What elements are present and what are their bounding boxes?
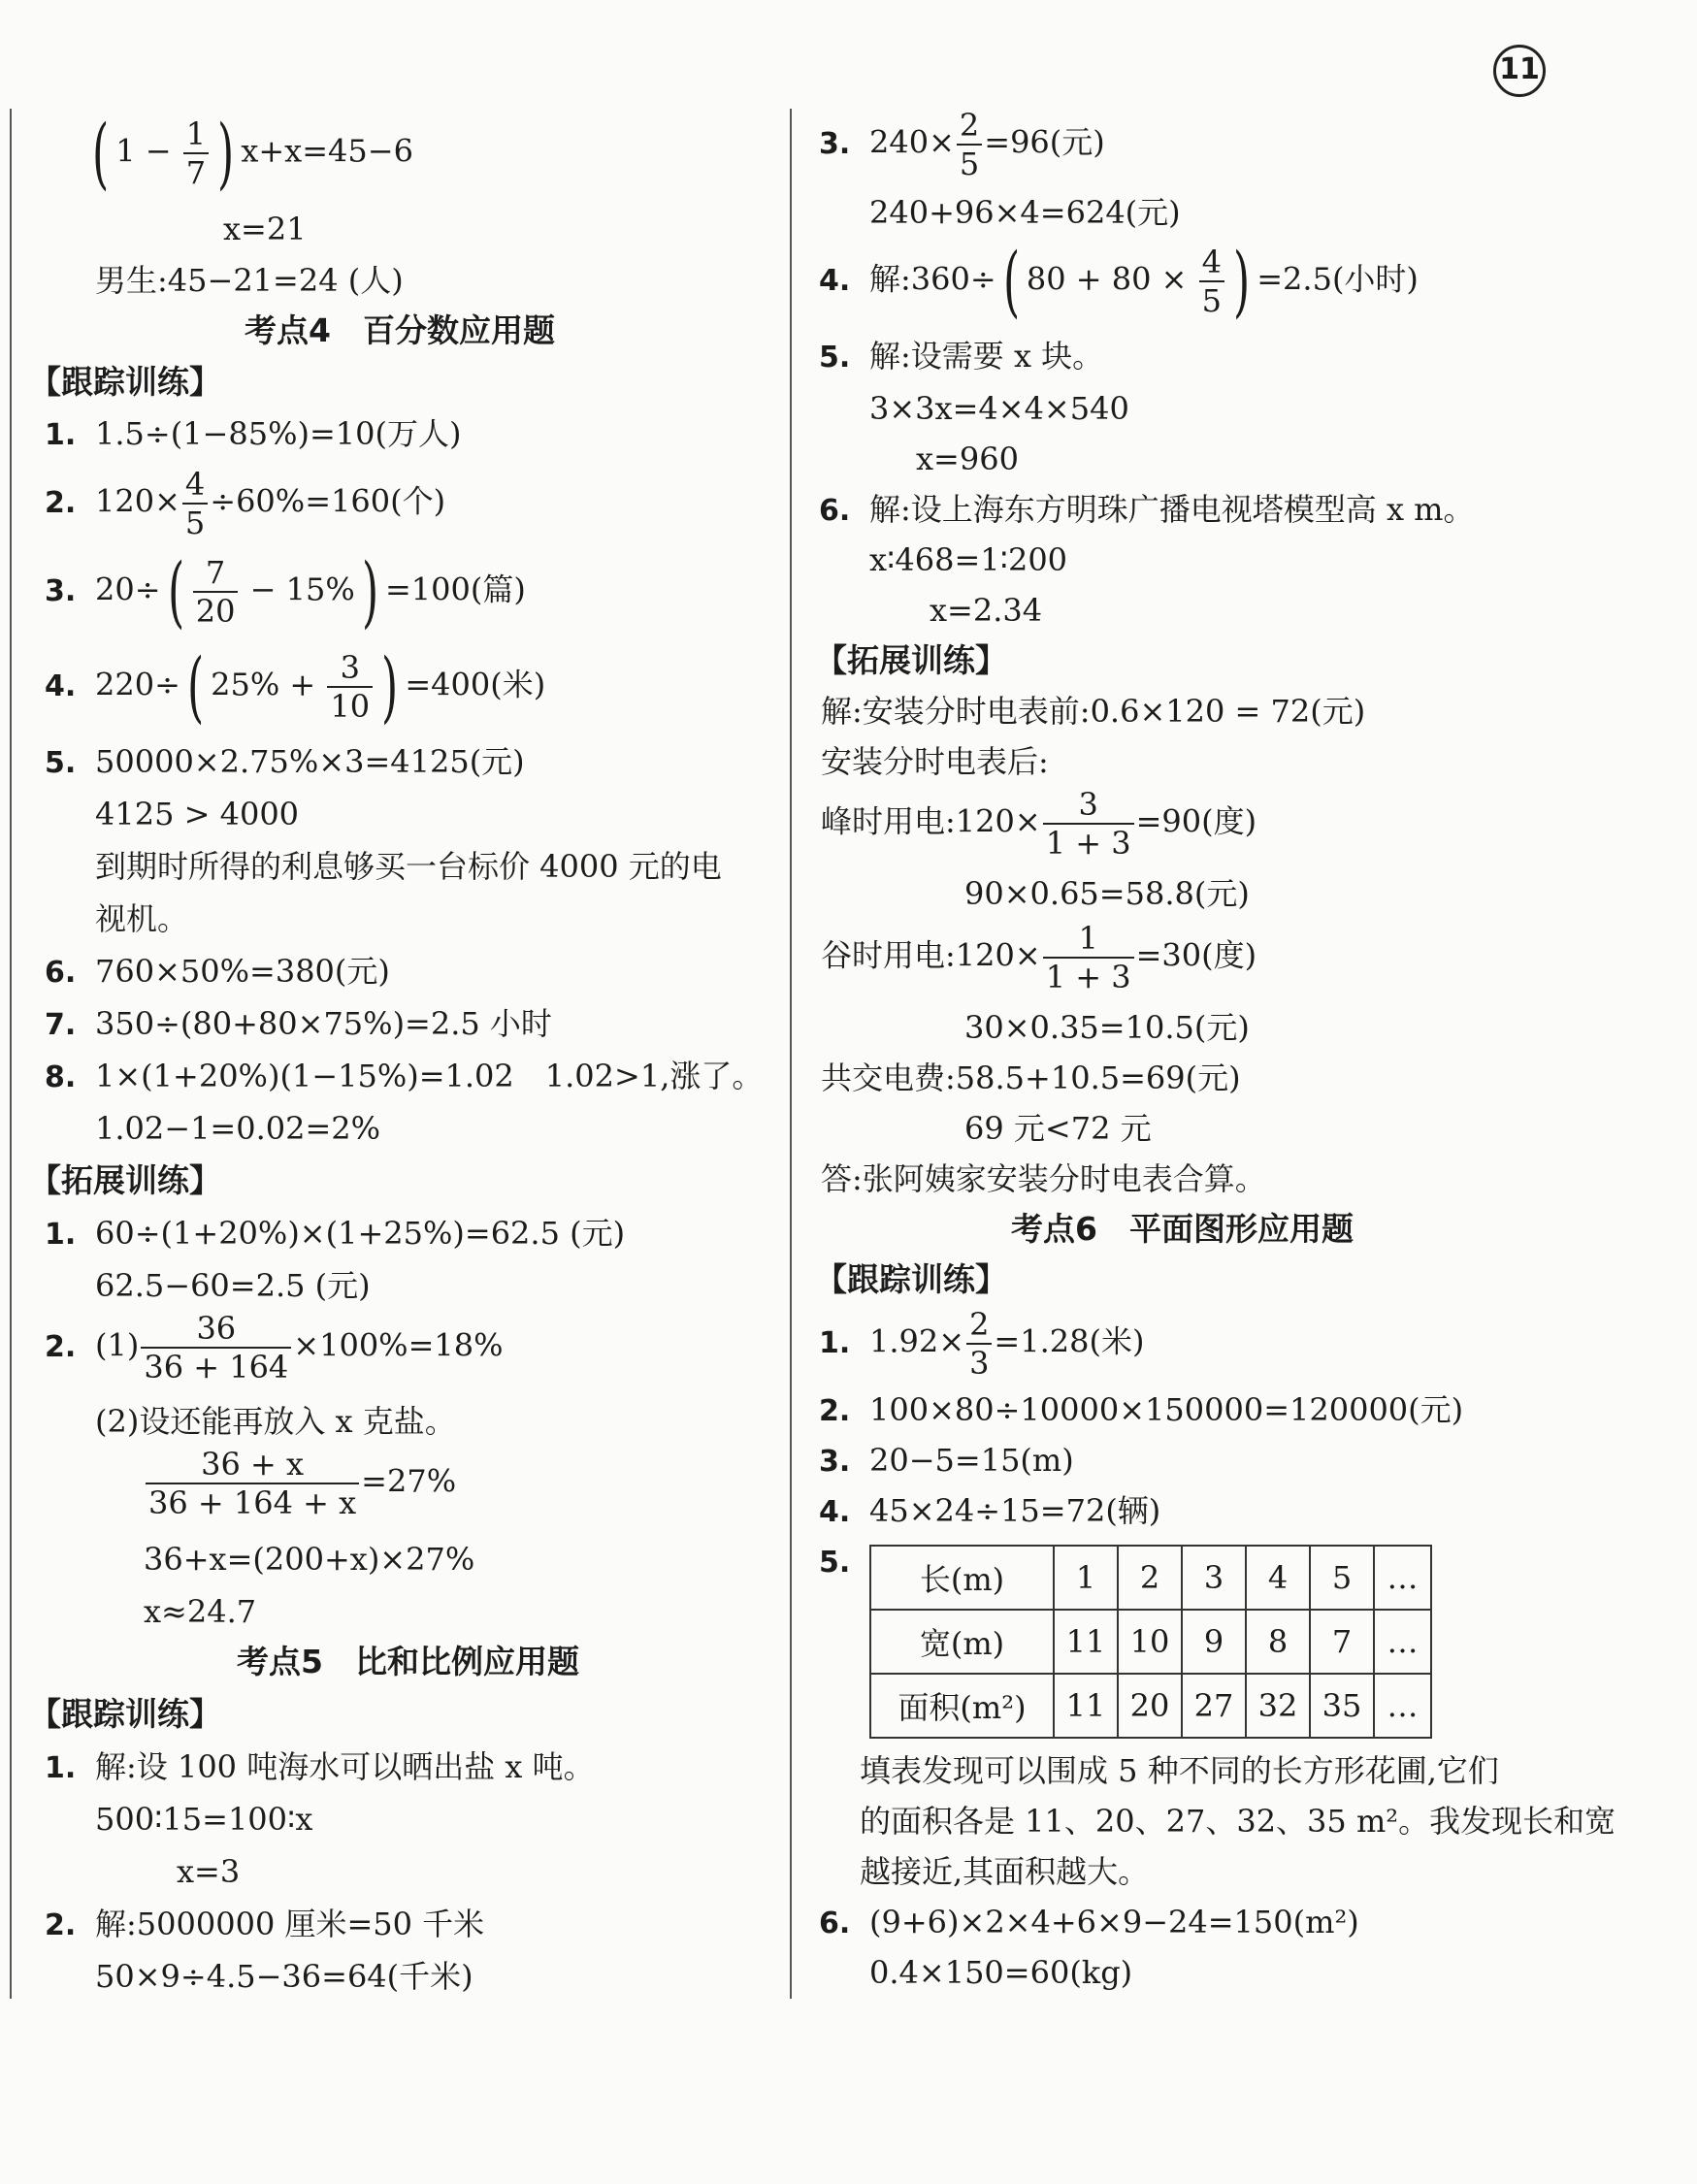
text-line: 男生:45−21=24 (人) — [95, 262, 404, 299]
table-cell: 宽(m) — [870, 1610, 1054, 1674]
answer-item: 2. 120× $\frac{4}{5}$ ÷60%=160(个) — [45, 466, 446, 541]
table-cell: 4 — [1246, 1546, 1310, 1610]
equation-line: 69 元<72 元 — [964, 1110, 1152, 1147]
text-line: (2)设还能再放入 x 克盐。 — [95, 1403, 456, 1440]
answer-item: 1. 60÷(1+20%)×(1+25%)=62.5 (元) — [45, 1215, 626, 1252]
text-line: 解:安装分时电表前:0.6×120 = 72(元) — [821, 693, 1366, 730]
answer-item: 5. 解:设需要 x 块。 — [819, 338, 1104, 375]
left-margin-line — [10, 109, 12, 1999]
training-heading: 【跟踪训练】 — [29, 1695, 221, 1733]
equation-line: 50×9÷4.5−36=64(千米) — [95, 1958, 473, 1995]
answer-item: 4. 解:360÷( 80 + 80 × $\frac{4}{5}$ ) =2.5(小时) — [819, 236, 1419, 326]
equation-line: x=21 — [223, 211, 307, 247]
equation-line: 36+x=(200+x)×27% — [144, 1541, 475, 1578]
equation-line: x=2.34 — [930, 592, 1043, 629]
table-cell: 11 — [1054, 1610, 1118, 1674]
table-cell: 10 — [1118, 1610, 1182, 1674]
answer-item: 3. 20−5=15(m) — [819, 1442, 1074, 1479]
training-heading: 【跟踪训练】 — [29, 363, 221, 401]
table-cell: … — [1374, 1546, 1431, 1610]
section-title: 考点5 比和比例应用题 — [237, 1643, 579, 1680]
table-cell: 9 — [1182, 1610, 1246, 1674]
answer-item: 3. 20÷( $\frac{7}{20}$ − 15%) =100(篇) — [45, 546, 526, 636]
answer-item: 4. 45×24÷15=72(辆) — [819, 1492, 1161, 1529]
equation-line: ( 1 − $\frac{1}{7}$ ) x+x=45−6 — [92, 108, 413, 198]
answer-item: 1. 解:设 100 吨海水可以晒出盐 x 吨。 — [45, 1748, 595, 1785]
table-cell: 32 — [1246, 1674, 1310, 1738]
equation-line: 谷时用电:120× $\frac{1}{1 + 3}$ =30(度) — [821, 920, 1257, 995]
rectangle-table — [869, 1545, 1432, 1739]
section-title: 考点4 百分数应用题 — [245, 311, 555, 349]
table-row — [870, 1546, 1431, 1610]
section-title: 考点6 平面图形应用题 — [1011, 1210, 1354, 1248]
table-cell: 2 — [1118, 1546, 1182, 1610]
page-number: 11 — [1493, 45, 1546, 97]
table-row — [870, 1674, 1431, 1738]
equation-line: x=3 — [177, 1853, 241, 1890]
text-line: 到期时所得的利息够买一台标价 4000 元的电 — [95, 848, 722, 885]
equation-line: 500∶15=100∶x — [95, 1801, 313, 1838]
equation-line: x≈24.7 — [144, 1593, 257, 1630]
table-cell: 7 — [1310, 1610, 1374, 1674]
table-cell: 5 — [1310, 1546, 1374, 1610]
answer-item: 3. 240× $\frac{2}{5}$ =96(元) — [819, 107, 1105, 182]
answer-item: 5. — [819, 1546, 851, 1580]
equation-line: x=960 — [916, 440, 1019, 477]
table-cell: … — [1374, 1674, 1431, 1738]
table-row — [870, 1610, 1431, 1674]
answer-item: 6. 解:设上海东方明珠广播电视塔模型高 x m。 — [819, 491, 1475, 528]
answer-item: 7. 350÷(80+80×75%)=2.5 小时 — [45, 1005, 552, 1042]
answer-item: 6. 760×50%=380(元) — [45, 953, 390, 990]
fraction: $\frac{1}{7}$ — [183, 115, 209, 191]
answer-item: 2. (1) $\frac{36}{36 + 164}$ ×100%=18% — [45, 1310, 504, 1385]
text-line: 共交电费:58.5+10.5=69(元) — [821, 1059, 1241, 1096]
extension-heading: 【拓展训练】 — [29, 1161, 221, 1199]
answer-item: 1. 1.92× $\frac{2}{3}$ =1.28(米) — [819, 1306, 1145, 1382]
table-cell: 11 — [1054, 1674, 1118, 1738]
answer-item: 1. 1.5÷(1−85%)=10(万人) — [45, 415, 462, 452]
answer-item: 2. 解:5000000 厘米=50 千米 — [45, 1906, 485, 1942]
answer-item: 6. (9+6)×2×4+6×9−24=150(m²) — [819, 1904, 1359, 1940]
equation-line: x∶468=1∶200 — [869, 541, 1068, 578]
table-cell: 1 — [1054, 1546, 1118, 1610]
table-cell: 27 — [1182, 1674, 1246, 1738]
table-cell: 35 — [1310, 1674, 1374, 1738]
table-cell: 长(m) — [870, 1546, 1054, 1610]
answer-item: 2. 100×80÷10000×150000=120000(元) — [819, 1391, 1464, 1428]
equation-line: $\frac{36 + x}{36 + 164 + x}$ =27% — [144, 1446, 456, 1521]
text-line: 4125 > 4000 — [95, 796, 300, 832]
text-line: 的面积各是 11、20、27、32、35 m²。我发现长和宽 — [860, 1803, 1616, 1840]
table-cell: 20 — [1118, 1674, 1182, 1738]
equation-line: 240+96×4=624(元) — [869, 194, 1181, 231]
text-line: 62.5−60=2.5 (元) — [95, 1267, 371, 1304]
text-line: 答:张阿姨家安装分时电表合算。 — [821, 1160, 1266, 1197]
answer-item: 8. 1×(1+20%)(1−15%)=1.02 1.02>1,涨了。 — [45, 1058, 764, 1094]
table-cell: 3 — [1182, 1546, 1246, 1610]
answer-item: 5. 50000×2.75%×3=4125(元) — [45, 743, 525, 780]
text-line: 填表发现可以围成 5 种不同的长方形花圃,它们 — [860, 1752, 1499, 1789]
text-line: 1.02−1=0.02=2% — [95, 1110, 381, 1147]
extension-heading: 【拓展训练】 — [815, 641, 1007, 679]
equation-line: 3×3x=4×4×540 — [869, 390, 1129, 427]
equation-line: 0.4×150=60(kg) — [869, 1954, 1133, 1991]
equation-line: 30×0.35=10.5(元) — [964, 1009, 1250, 1046]
training-heading: 【跟踪训练】 — [815, 1260, 1007, 1298]
column-divider — [790, 109, 792, 1999]
table-cell: … — [1374, 1610, 1431, 1674]
equation-line: 峰时用电:120× $\frac{3}{1 + 3}$ =90(度) — [821, 786, 1257, 862]
text-line: 视机。 — [95, 900, 189, 937]
table-cell: 8 — [1246, 1610, 1310, 1674]
equation-line: 90×0.65=58.8(元) — [964, 875, 1250, 912]
text-line: 越接近,其面积越大。 — [860, 1853, 1150, 1890]
answer-item: 4. 220÷( 25% + $\frac{3}{10}$ ) =400(米) — [45, 641, 546, 732]
text-line: 安装分时电表后: — [821, 743, 1049, 780]
table-cell: 面积(m²) — [870, 1674, 1054, 1738]
